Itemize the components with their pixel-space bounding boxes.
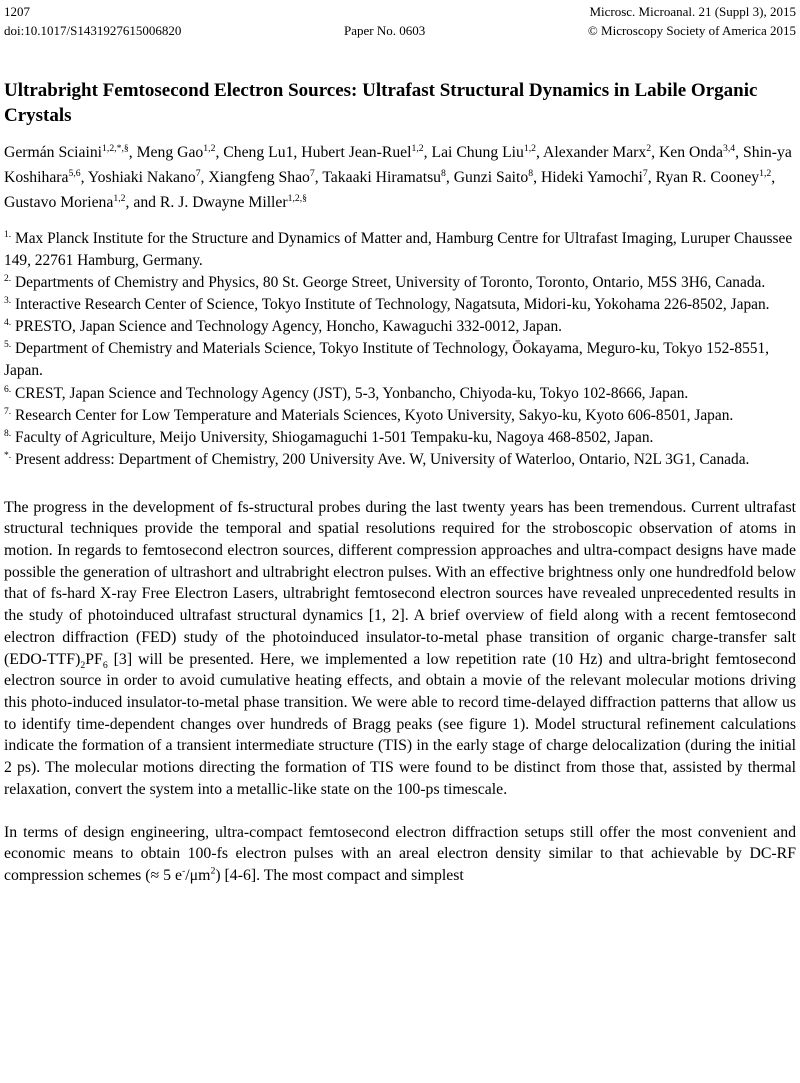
header-center (344, 3, 425, 41)
affiliation-item: $^{2.}$ Departments of Chemistry and Physics, 80 St. George Street, University of Toronto, Toronto, Ontario, M5S 3H6, Canada. (4, 273, 766, 292)
affiliation-item: $^{8.}$ Faculty of Agriculture, Meijo University, Shiogamaguchi 1-501 Tempaku-ku, Nagoya 468-8502, Japan. (4, 427, 654, 446)
header-left (4, 3, 181, 41)
affiliation-item: $^{4.}$ PRESTO, Japan Science and Technology Agency, Honcho, Kawaguchi 332-0012, Japan. (4, 317, 563, 336)
copyright-notice: © Microscopy Society of America 2015 (587, 22, 796, 38)
affiliation-item: $^{7.}$ Research Center for Low Temperature and Materials Sciences, Kyoto University, Sakyo-ku, Kyoto 606-8501, Japan. (4, 405, 734, 424)
affiliation-list (4, 228, 796, 470)
affiliation-item: $^{5.}$ Department of Chemistry and Materials Science, Tokyo Institute of Technology, Ōokayama, Meguro-ku, Tokyo 152-8551, Japan. (4, 339, 770, 380)
author-list: Germán Sciaini$^{1,2,*,\S}$, Meng Gao$^{1,2}$, Cheng Lu1, Hubert Jean-Ruel$^{1,2}$, Lai Chung Liu$^{1,2}$, Alexander Marx$^2$, Ken Onda$^{3,4}$, Shin-ya Koshihara$^{5,6}$, Yoshiaki Nakano$^7$, Xiangfeng Shao$^7$, Takaaki Hiramatsu$^8$, Gunzi Saito$^8$, Hideki Yamochi$^7$, Ryan R. Cooney$^{1,2}$, Gustavo Moriena$^{1,2}$, and R. J. Dwayne Miller$^{1,2,\S}$ (4, 142, 792, 211)
affiliation-item: $^{6.}$ CREST, Japan Science and Technology Agency (JST), 5-3, Yonbancho, Chiyoda-ku, Tokyo 102-8666, Japan. (4, 383, 689, 402)
header-right (588, 3, 796, 41)
journal-citation: Microsc. Microanal. 21 (Suppl 3), 2015 (589, 4, 796, 19)
paper-number: Paper No. 0603 (343, 23, 426, 38)
paper-title: Ultrabright Femtosecond Electron Sources: Ultrafast Structural Dynamics in Labile Organic Crystals (4, 79, 758, 126)
page-number: 1207 (4, 4, 30, 19)
affiliation-item: $^{1.}$ Max Planck Institute for the Structure and Dynamics of Matter and, Hamburg Centre for Ultrafast Imaging, Luruper Chaussee 149, 22761 Hamburg, Germany. (4, 229, 793, 270)
doi: doi:10.1017/S1431927615006820 (4, 22, 182, 38)
abstract-paragraph-1: The progress in the development of fs-structural probes during the last twenty years has been tremendous. Current ultrafast structural techniques provide the temporal and spatial resolutions required for the stroboscopic observation of atoms in motion. In regards to femtosecond electron sources, different compression approaches and ultra-compact designs have made possible the generation of ultrashort and ultrabright electron pulses. With an effective brightness only one hundredfold below that of fs-hard X-ray Free Electron Lasers, ultrabright femtosecond electron sources have revealed unprecedented results in the study of photoinduced ultrafast structural dynamics [1, 2]. A brief overview of field along with a recent femtosecond electron diffraction (FED) study of the photoinduced insulator-to-metal phase transition of organic charge-transfer salt $(EDO-TTF)_2PF_6$ [3] will be presented. Here, we implemented a low repetition rate (10 Hz) and ultra-bright femtosecond electron source in order to avoid cumulative heating effects, and obtain a movie of the relevant molecular motions driving this photo-induced insulator-to-metal phase transition. We were able to record time-delayed diffraction patterns that allow us to identify time-dependent changes over hundreds of Bragg peaks (see figure 1). Model structural refinement calculations indicate the formation of a transient intermediate structure (TIS) in the early stage of charge delocalization (during the initial 2 ps). The molecular motions directing the formation of TIS were found to be distinct from those that, assisted by thermal relaxation, convert the system into a metallic-like state on the 100-ps timescale. (4, 498, 796, 798)
affiliation-item: *. Present address: Department of Chemistry, 200 University Ave. W, University of Waterloo, Ontario, N2L 3G1, Canada. (4, 449, 750, 468)
abstract-paragraph-2: In terms of design engineering, ultra-compact femtosecond electron diffraction setups still offer the most convenient and economic means to obtain 100-fs electron pulses with an areal electron density similar to that achievable by DC-RF compression schemes (≈ 5 $e^-/\mu m^2$) [4-6]. The most compact and simplest (4, 823, 796, 885)
journal-header (4, 3, 796, 41)
affiliation-item: $^{3.}$ Interactive Research Center of Science, Tokyo Institute of Technology, Nagatsuta, Midori-ku, Yokohama 226-8502, Japan. (4, 295, 770, 314)
